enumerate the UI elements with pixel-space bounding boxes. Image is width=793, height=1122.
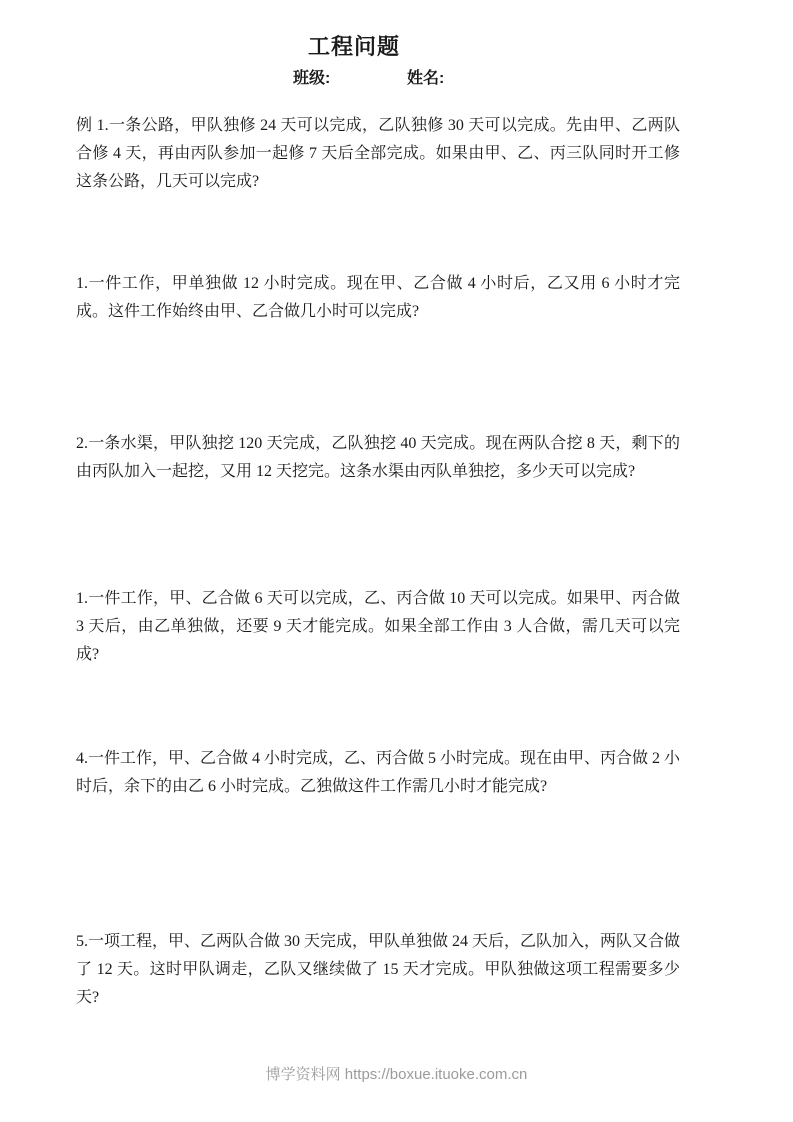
- problem-4: 4.一件工作，甲、乙合做 4 小时完成，乙、丙合做 5 小时完成。现在由甲、丙合做 2 小时后，余下的由乙 6 小时完成。乙独做这件工作需几小时才能完成?: [76, 750, 681, 795]
- problem-example-1: 例 1.一条公路，甲队独修 24 天可以完成，乙队独修 30 天可以完成。先由甲、乙两队合修 4 天，再由丙队参加一起修 7 天后全部完成。如果由甲、乙、丙三队同时开工修这条公路，几天可以完成?: [76, 117, 680, 190]
- problem-5: 5.一项工程，甲、乙两队合做 30 天完成，甲队单独做 24 天后，乙队加入，两队又合做了 12 天。这时甲队调走，乙队又继续做了 15 天才完成。甲队独做这项工程需要多少天?: [76, 933, 681, 1006]
- header-fields: [0, 65, 793, 89]
- footer-watermark: 博学资料网 https://boxue.ituoke.com.cn: [265, 1066, 528, 1083]
- problem-1: 1.一件工作，甲单独做 12 小时完成。现在甲、乙合做 4 小时后，乙又用 6 小时才完成。这件工作始终由甲、乙合做几小时可以完成?: [76, 275, 680, 320]
- name-label: 姓名:: [407, 70, 445, 87]
- problem-2: 2.一条水渠，甲队独挖 120 天完成，乙队独挖 40 天完成。现在两队合挖 8 天，剩下的由丙队加入一起挖，又用 12 天挖完。这条水渠由丙队单独挖，多少天可以完成?: [76, 435, 680, 480]
- page-title: 工程问题: [308, 34, 401, 59]
- class-label: 班级:: [293, 70, 331, 87]
- problem-3: 1.一件工作，甲、乙合做 6 天可以完成，乙、丙合做 10 天可以完成。如果甲、丙合做 3 天后，由乙单独做，还要 9 天才能完成。如果全部工作由 3 人合做，需几天可以完成?: [76, 590, 680, 663]
